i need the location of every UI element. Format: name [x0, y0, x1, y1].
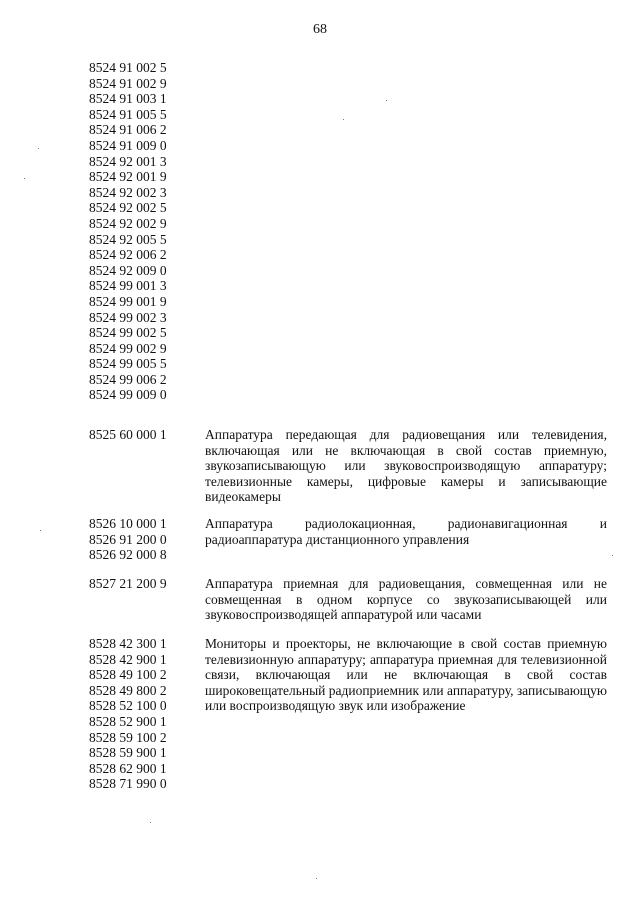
code-item: 8528 52 100 0: [89, 698, 167, 714]
code-item: 8524 92 002 3: [89, 184, 167, 200]
code-item: 8526 10 000 1: [89, 516, 167, 531]
code-item: 8524 92 001 3: [89, 153, 167, 169]
scan-speck: [612, 555, 613, 556]
code-item: 8524 92 006 2: [89, 247, 167, 263]
code-list: [89, 636, 199, 792]
code-item: 8524 91 002 9: [89, 75, 167, 91]
code-item: 8524 99 002 9: [89, 340, 167, 356]
scan-speck: [38, 148, 39, 149]
code-item: 8528 49 100 2: [89, 667, 167, 683]
code-item: 8527 21 200 9: [89, 576, 167, 591]
code-item: 8524 99 005 5: [89, 356, 167, 372]
code-list: [89, 427, 199, 443]
code-item: 8524 91 002 5: [89, 60, 167, 75]
scan-speck: [316, 878, 317, 879]
code-item: 8528 71 990 0: [89, 776, 167, 792]
entry-description: Аппаратура передающая для радиовещания или телевидения, включающая или не включающая в свой состав приемную, звукозаписывающую или звуковоспроизводящую аппаратуру; телевизионные камеры, цифровые камеры и записывающие видеокамеры: [205, 427, 607, 505]
code-item: 8525 60 000 1: [89, 427, 167, 442]
code-item: 8524 91 009 0: [89, 137, 167, 153]
code-item: 8526 92 000 8: [89, 547, 167, 563]
code-item: 8524 92 001 9: [89, 169, 167, 185]
page-number: 68: [313, 22, 327, 37]
code-item: 8524 99 002 5: [89, 325, 167, 341]
code-item: 8524 91 003 1: [89, 91, 167, 107]
code-item: 8524 92 005 5: [89, 231, 167, 247]
code-list: [89, 576, 199, 592]
code-item: 8528 59 100 2: [89, 729, 167, 745]
code-item: 8524 92 002 9: [89, 215, 167, 231]
code-item: 8528 49 800 2: [89, 682, 167, 698]
entry-description: Мониторы и проекторы, не включающие в свой состав приемную телевизионную аппаратуру; аппаратура приемная для телевизионной связи, включающая или не включающая в свой состав широковещательный радиоприемник или аппаратуру, записывающую или воспроизводящую звук или изображение: [205, 636, 608, 714]
code-item: 8524 99 009 0: [89, 387, 167, 403]
code-list: [89, 60, 199, 403]
scan-speck: [40, 530, 41, 531]
scan-speck: [386, 100, 387, 101]
scan-speck: [150, 822, 151, 823]
entry-description: Аппаратура радиолокационная, радионавигационная и радиоаппаратура дистанционного управления: [205, 516, 607, 547]
code-item: 8524 91 005 5: [89, 106, 167, 122]
code-item: 8524 91 006 2: [89, 122, 167, 138]
code-list: [89, 516, 199, 563]
code-item: 8526 91 200 0: [89, 531, 167, 547]
code-item: 8524 99 006 2: [89, 371, 167, 387]
scan-speck: [343, 119, 344, 120]
code-item: 8524 99 001 9: [89, 293, 167, 309]
code-item: 8528 59 900 1: [89, 745, 167, 761]
scan-speck: [24, 178, 25, 179]
code-item: 8528 42 900 1: [89, 651, 167, 667]
code-item: 8524 92 002 5: [89, 200, 167, 216]
code-item: 8524 99 002 3: [89, 309, 167, 325]
entry-description: Аппаратура приемная для радиовещания, совмещенная или не совмещенная в одном корпусе со звукозаписывающей или звуковоспроизводящей аппаратурой или часами: [205, 576, 607, 623]
code-item: 8528 62 900 1: [89, 760, 167, 776]
code-item: 8528 42 300 1: [89, 636, 167, 651]
code-item: 8528 52 900 1: [89, 713, 167, 729]
code-item: 8524 99 001 3: [89, 278, 167, 294]
code-item: 8524 92 009 0: [89, 262, 167, 278]
